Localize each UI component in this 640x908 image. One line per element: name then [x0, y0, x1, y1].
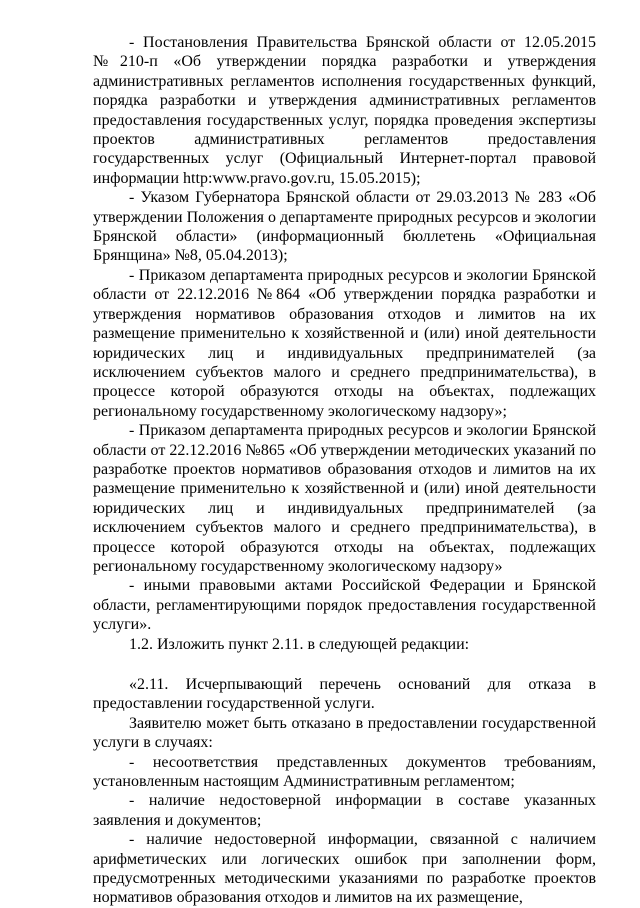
paragraph-item-1-2: 1.2. Изложить пункт 2.11. в следующей редакции: — [129, 635, 470, 653]
document-page — [93, 33, 596, 908]
paragraph-postanovlenie-210p: - Постановления Правительства Брянской области от 12.05.2015 №210-п «Об утверждении порядка разработки и утверждения административных регламентов исполнения государственных функций, порядка разработки и утверждения административных регламентов предоставления государственных услуг, порядка проведения экспертизы проектов административных регламентов предоставления государственных услуг (Официальный Интернет-портал правовой информации http:www.pravo.gov.ru, 15.05.2015); — [93, 34, 596, 187]
paragraph-ukaz-283: - Указом Губернатора Брянской области от 29.03.2013 № 283 «Об утверждении Положения о департаменте природных ресурсов и экологии Брянской области» (информационный бюллетень «Официальная Брянщина» №8, 05.04.2013); — [93, 189, 596, 265]
paragraph-prikaz-864: - Приказом департамента природных ресурсов и экологии Брянской области от 22.12.2016 №864 «Об утверждении порядка разработки и утверждения нормативов образования отходов и лимитов на их размещение применительно к хозяйственной и (или) иной деятельности юридических лиц и индивидуальных предпринимателей (за исключением субъектов малого и среднего предпринимательства), в процессе которой образуются отходы на объектах, подлежащих региональному государственному экологическому надзору»; — [93, 266, 596, 420]
paragraph-prikaz-865: - Приказом департамента природных ресурсов и экологии Брянской области от 22.12.2016 №865 «Об утверждении методических указаний по разработке проектов нормативов образования отходов и лимитов на их размещение применительно к хозяйственной и (или) иной деятельности юридических лиц и индивидуальных предпринимателей (за исключением субъектов малого и среднего предпринимательства), в процессе которой образуются отходы на объектах, подлежащих региональному государственному экологическому надзору» — [93, 422, 596, 575]
paragraph-refusal-false-info: - наличие недостоверной информации в составе указанных заявления и документов; — [93, 792, 596, 829]
paragraph-item-2-11: «2.11. Исчерпывающий перечень оснований для отказа в предоставлении государственной услуги. — [93, 676, 596, 713]
paragraph-spacer — [93, 654, 596, 675]
paragraph-refusal-intro: Заявителю может быть отказано в предоставлении государственной услуги в случаях: — [93, 714, 596, 752]
paragraph-refusal-errors: - наличие недостоверной информации, связанной с наличием арифметических или логических ошибок при заполнении форм, предусмотренных методическими указаниями по разработке проектов нормативов образования отходов и лимитов на их размещение, — [93, 831, 596, 907]
paragraph-refusal-mismatch: - несоответствия представленных документов требованиям, установленным настоящим Административным регламентом; — [93, 753, 596, 791]
paragraph-other-legal-acts: - иными правовыми актами Российской Федерации и Брянской области, регламентирующими порядок предоставления государственной услуги». — [93, 577, 596, 634]
